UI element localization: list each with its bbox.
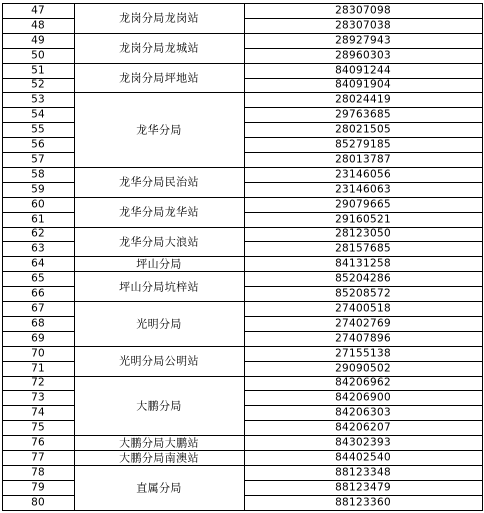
phone-number: 29763685 bbox=[335, 108, 391, 121]
phone-number: 84091904 bbox=[335, 78, 391, 91]
phone-number: 85279185 bbox=[335, 138, 391, 151]
phone-number: 28307038 bbox=[335, 19, 391, 32]
row-number: 54 bbox=[31, 108, 45, 121]
phone-number: 84131258 bbox=[335, 257, 391, 270]
row-number: 74 bbox=[31, 406, 45, 419]
phone-number: 84206207 bbox=[335, 421, 391, 434]
row-number: 65 bbox=[31, 272, 45, 285]
unit-name: 大鹏分局 bbox=[136, 399, 182, 413]
row-number: 63 bbox=[31, 242, 45, 255]
column-rule-0 bbox=[2, 3, 3, 511]
row-number: 73 bbox=[31, 391, 45, 404]
phone-number: 84302393 bbox=[335, 436, 391, 449]
phone-number: 84402540 bbox=[335, 451, 391, 464]
phone-number: 27407896 bbox=[335, 332, 391, 345]
row-number: 53 bbox=[31, 93, 45, 106]
column-rule-1 bbox=[74, 3, 75, 511]
unit-name: 光明分局公明站 bbox=[119, 354, 199, 368]
phone-number: 27402769 bbox=[335, 317, 391, 330]
phone-number: 28123050 bbox=[335, 227, 391, 240]
row-number: 51 bbox=[31, 64, 45, 77]
phone-number: 29079665 bbox=[335, 198, 391, 211]
row-number: 61 bbox=[31, 213, 45, 226]
row-number: 70 bbox=[31, 347, 45, 360]
phone-number: 28021505 bbox=[335, 123, 391, 136]
phone-number: 88123360 bbox=[335, 496, 391, 509]
row-number: 64 bbox=[31, 257, 45, 270]
phone-directory-table bbox=[2, 3, 482, 511]
phone-number: 85204286 bbox=[335, 272, 391, 285]
row-number: 69 bbox=[31, 332, 45, 345]
phone-number: 84206962 bbox=[335, 376, 391, 389]
phone-number: 27400518 bbox=[335, 302, 391, 315]
row-rule-seq bbox=[2, 241, 75, 242]
row-number: 60 bbox=[31, 198, 45, 211]
phone-number: 29160521 bbox=[335, 213, 391, 226]
row-number: 57 bbox=[31, 153, 45, 166]
phone-number: 23146063 bbox=[335, 183, 391, 196]
phone-number: 88123479 bbox=[335, 481, 391, 494]
row-number: 79 bbox=[31, 481, 45, 494]
unit-name: 坪山分局坑梓站 bbox=[119, 280, 199, 294]
unit-name: 龙岗分局坪地站 bbox=[119, 71, 199, 85]
row-number: 49 bbox=[31, 34, 45, 47]
phone-number: 28157685 bbox=[335, 242, 391, 255]
row-number: 78 bbox=[31, 466, 45, 479]
phone-number: 84206303 bbox=[335, 406, 391, 419]
row-number: 66 bbox=[31, 287, 45, 300]
row-rule-phone bbox=[244, 390, 483, 391]
unit-name: 龙华分局 bbox=[136, 123, 182, 137]
row-number: 80 bbox=[31, 496, 45, 509]
unit-name: 龙华分局民治站 bbox=[119, 175, 199, 189]
phone-number: 23146056 bbox=[335, 168, 391, 181]
row-number: 58 bbox=[31, 168, 45, 181]
row-number: 56 bbox=[31, 138, 45, 151]
phone-number: 29090502 bbox=[335, 362, 391, 375]
phone-number: 84091244 bbox=[335, 64, 391, 77]
row-rule-phone bbox=[244, 241, 483, 242]
row-number: 47 bbox=[31, 4, 45, 17]
row-number: 72 bbox=[31, 376, 45, 389]
row-number: 59 bbox=[31, 183, 45, 196]
phone-number: 88123348 bbox=[335, 466, 391, 479]
row-number: 77 bbox=[31, 451, 45, 464]
phone-number: 28307098 bbox=[335, 4, 391, 17]
unit-name: 龙华分局大浪站 bbox=[119, 235, 199, 249]
unit-name: 坪山分局 bbox=[136, 257, 182, 271]
unit-name: 大鹏分局大鹏站 bbox=[119, 436, 199, 450]
row-number: 55 bbox=[31, 123, 45, 136]
column-rule-3 bbox=[482, 3, 483, 511]
unit-name: 龙华分局龙华站 bbox=[119, 205, 199, 219]
phone-number: 85208572 bbox=[335, 287, 391, 300]
row-rule-seq bbox=[2, 390, 75, 391]
row-number: 48 bbox=[31, 19, 45, 32]
row-number: 50 bbox=[31, 49, 45, 62]
column-rule-2 bbox=[244, 3, 245, 511]
row-number: 52 bbox=[31, 78, 45, 91]
row-number: 62 bbox=[31, 227, 45, 240]
phone-number: 28024419 bbox=[335, 93, 391, 106]
phone-number: 84206900 bbox=[335, 391, 391, 404]
unit-name: 龙岗分局龙城站 bbox=[119, 41, 199, 55]
unit-name: 直属分局 bbox=[136, 481, 182, 495]
row-number: 67 bbox=[31, 302, 45, 315]
row-number: 75 bbox=[31, 421, 45, 434]
phone-number: 28927943 bbox=[335, 34, 391, 47]
unit-name: 光明分局 bbox=[136, 317, 182, 331]
row-number: 76 bbox=[31, 436, 45, 449]
unit-name: 大鹏分局南澳站 bbox=[119, 451, 199, 465]
phone-number: 27155138 bbox=[335, 347, 391, 360]
row-number: 68 bbox=[31, 317, 45, 330]
phone-number: 28960303 bbox=[335, 49, 391, 62]
phone-number: 28013787 bbox=[335, 153, 391, 166]
unit-name: 龙岗分局龙岗站 bbox=[119, 11, 199, 25]
row-number: 71 bbox=[31, 362, 45, 375]
